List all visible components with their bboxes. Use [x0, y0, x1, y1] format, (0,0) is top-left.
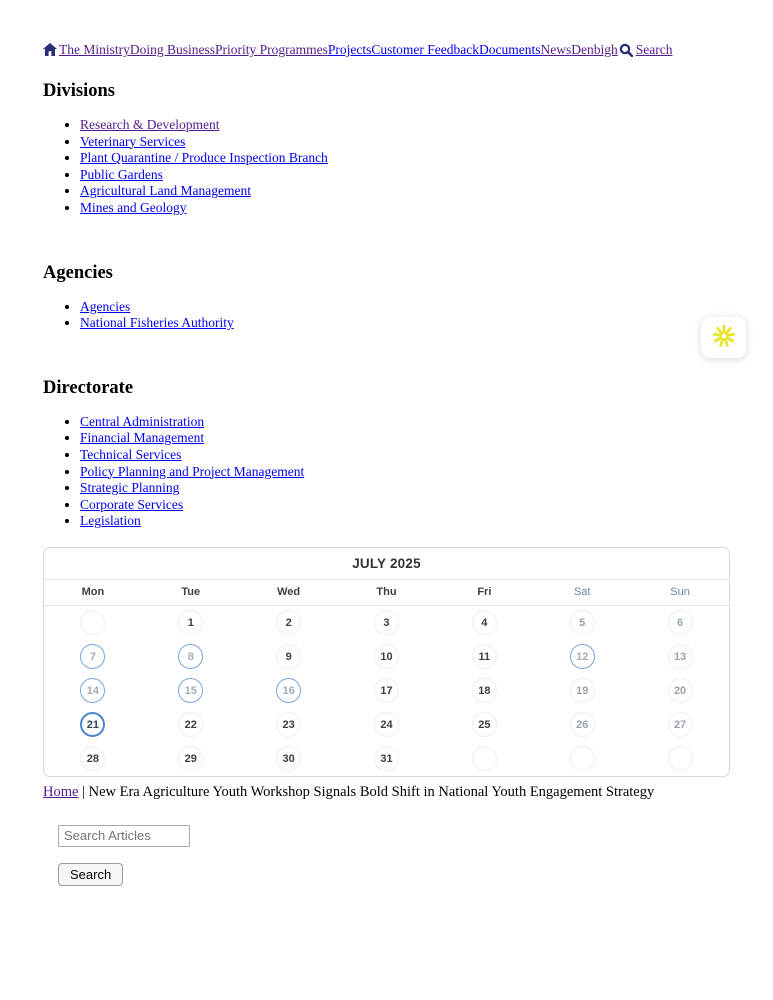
calendar-grid	[44, 606, 729, 776]
calendar-day-cell	[44, 640, 142, 674]
calendar-day-cell	[435, 640, 533, 674]
link-policy-planning-and-project-management[interactable]: Policy Planning and Project Management	[80, 463, 305, 479]
nav-link-the-ministry[interactable]: The Ministry	[59, 42, 130, 57]
link-legislation[interactable]: Legislation	[80, 513, 141, 529]
link-financial-management[interactable]: Financial Management	[80, 430, 205, 446]
link-mines-and-geology[interactable]: Mines and Geology	[80, 199, 187, 215]
list-item	[80, 315, 730, 332]
section-agencies	[43, 263, 730, 332]
weekday-header-sun: Sun	[670, 586, 690, 599]
weekday-header-sat: Sat	[573, 586, 591, 599]
calendar-day-cell	[240, 606, 338, 640]
calendar-day-cell	[533, 674, 631, 708]
calendar-day-24[interactable]: 24	[374, 712, 399, 737]
events-calendar	[43, 547, 730, 777]
nav-link-news[interactable]: News	[540, 42, 572, 57]
calendar-empty-cell	[435, 742, 533, 776]
top-nav	[43, 42, 730, 57]
nav-link-customer-feedback[interactable]: Customer Feedback	[371, 42, 479, 57]
weekday-header-fri: Fri	[477, 586, 492, 599]
calendar-day-6[interactable]: 6	[668, 610, 693, 635]
calendar-day-cell	[240, 640, 338, 674]
search-articles-input[interactable]	[58, 825, 190, 847]
list-item	[80, 497, 730, 514]
calendar-day-3[interactable]: 3	[374, 610, 399, 635]
calendar-day-28[interactable]: 28	[80, 746, 105, 771]
calendar-day-2[interactable]: 2	[276, 610, 301, 635]
calendar-day-10[interactable]: 10	[374, 644, 399, 669]
link-central-administration[interactable]: Central Administration	[80, 413, 205, 429]
calendar-day-11[interactable]: 11	[472, 644, 497, 669]
calendar-day-cell	[142, 674, 240, 708]
calendar-day-1[interactable]: 1	[178, 610, 203, 635]
calendar-day-cell	[533, 606, 631, 640]
link-veterinary-services[interactable]: Veterinary Services	[80, 133, 186, 149]
calendar-day-cell	[533, 708, 631, 742]
section-title-agencies: Agencies	[43, 262, 113, 283]
calendar-empty-cell	[44, 606, 142, 640]
calendar-day-cell	[338, 674, 436, 708]
asterisk-icon	[711, 323, 737, 352]
weekday-header-tue: Tue	[181, 586, 201, 599]
calendar-day-21[interactable]: 21	[80, 712, 105, 737]
section-link-list	[43, 414, 730, 530]
section-title-directorate: Directorate	[43, 377, 134, 398]
list-item	[80, 430, 730, 447]
calendar-day-cell	[435, 606, 533, 640]
calendar-day-empty	[570, 746, 595, 771]
calendar-day-15[interactable]: 15	[178, 678, 203, 703]
calendar-day-5[interactable]: 5	[570, 610, 595, 635]
calendar-day-8[interactable]: 8	[178, 644, 203, 669]
weekday-header-thu: Thu	[376, 586, 397, 599]
magnifier-icon[interactable]	[619, 43, 633, 57]
breadcrumb	[43, 783, 730, 802]
list-item	[80, 167, 730, 184]
calendar-day-7[interactable]: 7	[80, 644, 105, 669]
list-item	[80, 513, 730, 530]
nav-search-link[interactable]	[618, 42, 673, 57]
section-link-list	[43, 117, 730, 217]
article-search-form	[58, 825, 730, 886]
calendar-day-cell	[435, 674, 533, 708]
home-icon[interactable]	[43, 43, 57, 56]
calendar-day-empty	[668, 746, 693, 771]
calendar-day-27[interactable]: 27	[668, 712, 693, 737]
calendar-day-cell	[631, 640, 729, 674]
calendar-day-18[interactable]: 18	[472, 678, 497, 703]
calendar-day-17[interactable]: 17	[374, 678, 399, 703]
calendar-day-22[interactable]: 22	[178, 712, 203, 737]
section-directorate	[43, 378, 730, 530]
nav-link-documents[interactable]: Documents	[479, 42, 541, 57]
calendar-day-14[interactable]: 14	[80, 678, 105, 703]
list-item	[80, 414, 730, 431]
calendar-day-12[interactable]: 12	[570, 644, 595, 669]
calendar-day-cell	[631, 708, 729, 742]
link-national-fisheries-authority[interactable]: National Fisheries Authority	[80, 315, 234, 331]
calendar-day-cell	[240, 742, 338, 776]
calendar-day-9[interactable]: 9	[276, 644, 301, 669]
calendar-day-cell	[44, 742, 142, 776]
calendar-day-4[interactable]: 4	[472, 610, 497, 635]
calendar-day-25[interactable]: 25	[472, 712, 497, 737]
breadcrumb-separator: |	[78, 783, 89, 800]
link-plant-quarantine-produce-inspection-branch[interactable]: Plant Quarantine / Produce Inspection Branch	[80, 150, 328, 166]
list-item	[80, 200, 730, 217]
calendar-day-cell	[338, 640, 436, 674]
list-item	[80, 480, 730, 497]
calendar-day-31[interactable]: 31	[374, 746, 399, 771]
nav-link-priority-programmes[interactable]: Priority Programmes	[215, 42, 328, 57]
list-item	[80, 464, 730, 481]
sections	[43, 81, 730, 530]
calendar-day-29[interactable]: 29	[178, 746, 203, 771]
calendar-day-20[interactable]: 20	[668, 678, 693, 703]
calendar-day-23[interactable]: 23	[276, 712, 301, 737]
list-item	[80, 447, 730, 464]
calendar-empty-cell	[631, 742, 729, 776]
list-item	[80, 299, 730, 316]
calendar-day-cell	[142, 640, 240, 674]
calendar-month-title: JULY 2025	[44, 548, 729, 580]
calendar-day-19[interactable]: 19	[570, 678, 595, 703]
section-link-list	[43, 299, 730, 332]
calendar-day-13[interactable]: 13	[668, 644, 693, 669]
weekday-header-wed: Wed	[277, 586, 301, 599]
calendar-day-cell	[142, 606, 240, 640]
calendar-day-cell	[142, 742, 240, 776]
nav-link-denbigh[interactable]: Denbigh	[571, 42, 618, 57]
calendar-day-cell	[338, 742, 436, 776]
calendar-empty-cell	[533, 742, 631, 776]
section-title-divisions: Divisions	[43, 81, 115, 101]
section-divisions	[43, 81, 730, 217]
weekday-header-mon: Mon	[81, 586, 105, 599]
link-public-gardens[interactable]: Public Gardens	[80, 166, 163, 182]
link-strategic-planning[interactable]: Strategic Planning	[80, 480, 180, 496]
calendar-day-16[interactable]: 16	[276, 678, 301, 703]
calendar-day-cell	[435, 708, 533, 742]
calendar-day-cell	[240, 674, 338, 708]
nav-links	[59, 42, 618, 57]
calendar-day-cell	[338, 606, 436, 640]
calendar-weekday-header	[44, 580, 729, 606]
link-agricultural-land-management[interactable]: Agricultural Land Management	[80, 183, 251, 199]
link-corporate-services[interactable]: Corporate Services	[80, 496, 184, 512]
nav-link-doing-business[interactable]: Doing Business	[129, 42, 216, 57]
breadcrumb-home-link[interactable]: Home	[43, 783, 79, 800]
calendar-day-30[interactable]: 30	[276, 746, 301, 771]
breadcrumb-article-title: New Era Agriculture Youth Workshop Signals Bold Shift in National Youth Engagement Strategy	[88, 783, 655, 800]
nav-search-label[interactable]: Search	[635, 42, 673, 57]
link-agencies[interactable]: Agencies	[80, 298, 131, 314]
calendar-day-cell	[240, 708, 338, 742]
list-item	[80, 183, 730, 200]
calendar-day-cell	[44, 674, 142, 708]
calendar-day-cell	[142, 708, 240, 742]
list-item	[80, 150, 730, 167]
calendar-day-cell	[631, 606, 729, 640]
nav-link-projects[interactable]: Projects	[327, 42, 372, 57]
calendar-day-cell	[338, 708, 436, 742]
calendar-day-empty	[80, 610, 105, 635]
calendar-day-cell	[631, 674, 729, 708]
calendar-day-empty	[472, 746, 497, 771]
list-item	[80, 134, 730, 151]
search-articles-button[interactable]: Search	[58, 863, 123, 886]
list-item	[80, 117, 730, 134]
link-research-development[interactable]: Research & Development	[80, 117, 220, 132]
calendar-day-cell	[533, 640, 631, 674]
floating-widget-button[interactable]	[701, 317, 746, 358]
calendar-day-26[interactable]: 26	[570, 712, 595, 737]
calendar-day-cell	[44, 708, 142, 742]
link-technical-services[interactable]: Technical Services	[80, 446, 182, 462]
